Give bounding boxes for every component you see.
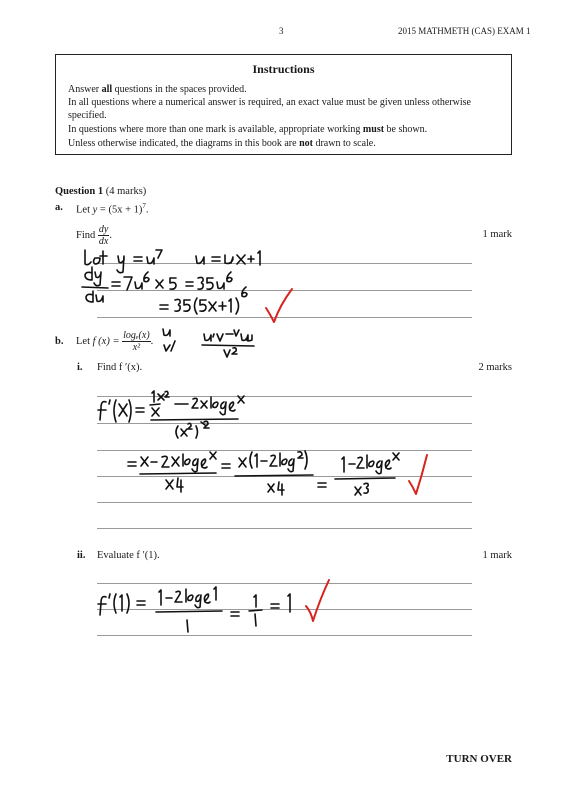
part-b-margin-notes <box>163 329 254 357</box>
part-a-handwriting-line-1 <box>85 250 260 273</box>
part-a-label: a. <box>55 202 63 213</box>
part-a-handwriting-line-2 <box>82 267 232 302</box>
answer-line <box>97 423 472 424</box>
answer-line <box>97 476 472 477</box>
part-a-marks: 1 mark <box>482 229 512 240</box>
answer-line <box>97 317 472 318</box>
red-tick-icon <box>409 455 427 494</box>
part-a-find: Find $\frac{dy}{dx}$ . <box>76 224 112 247</box>
dy-dx-fraction: $\frac{dy}{dx}$ <box>98 224 109 247</box>
answer-line <box>97 396 472 397</box>
part-b-i-handwriting-line-2 <box>128 451 399 495</box>
instruction-line-1: Answer all questions in the spaces provided. <box>68 84 247 95</box>
question-title: Question 1 (4 marks) <box>55 186 147 197</box>
answer-line <box>97 502 472 503</box>
part-a-prompt: Let $y = (5x + 1)^7$. <box>76 202 149 216</box>
answer-line <box>97 635 472 636</box>
log-over-x2-fraction: $\frac{\text{logₑ(x)}}{\text{x²}}$ <box>123 330 150 353</box>
part-a-handwriting-line-3 <box>160 287 247 314</box>
page-number: 3 <box>279 26 284 36</box>
part-b-i-label: i. <box>77 362 83 373</box>
answer-line <box>97 450 472 451</box>
answer-line <box>97 290 472 291</box>
part-b-ii-prompt: Evaluate f ′(1). <box>97 550 160 561</box>
part-b-i-handwriting-line-1 <box>98 391 244 438</box>
part-b-ii-label: ii. <box>77 550 86 561</box>
part-b-i-prompt: Find f ′(x). <box>97 362 143 373</box>
instructions-title: Instructions <box>252 62 315 76</box>
part-b-label: b. <box>55 336 64 347</box>
exam-title: 2015 MATHMETH (CAS) EXAM 1 <box>398 26 531 36</box>
answer-line <box>97 528 472 529</box>
instruction-line-3: In questions where more than one mark is available, appropriate working must be shown. <box>68 124 428 135</box>
answer-line <box>97 609 472 610</box>
red-tick-icon <box>306 580 329 621</box>
part-b-prompt: Let f (x) = $\frac{\text{logₑ(x)}}{\text{x²}}$ . <box>76 330 154 353</box>
part-b-i-marks: 2 marks <box>478 362 512 373</box>
instruction-line-4: Unless otherwise indicated, the diagrams in this book are not drawn to scale. <box>68 138 376 149</box>
answer-line <box>97 263 472 264</box>
part-b-ii-marks: 1 mark <box>482 550 512 561</box>
instruction-line-2: In all questions where a numerical answer is required, an exact value must be given unless otherwise specified. <box>68 97 471 121</box>
turn-over-label: TURN OVER <box>446 753 512 765</box>
instructions-box <box>55 54 512 155</box>
answer-line <box>97 583 472 584</box>
